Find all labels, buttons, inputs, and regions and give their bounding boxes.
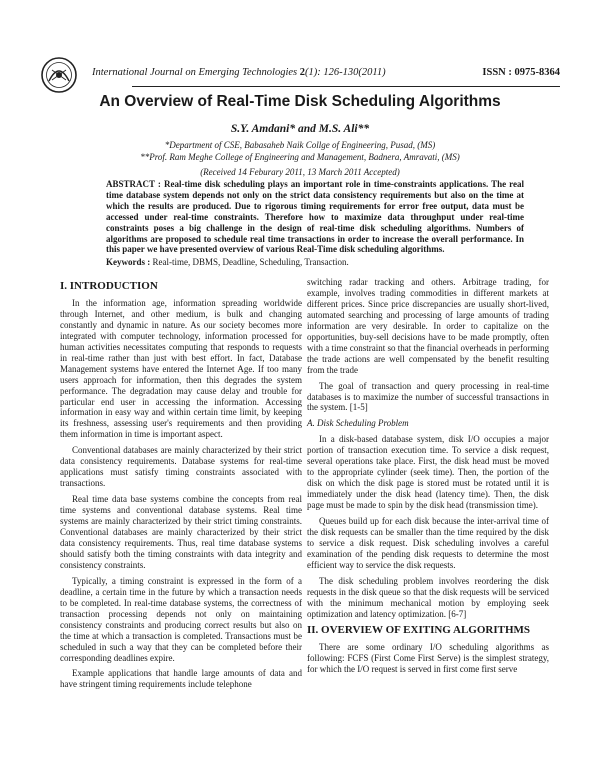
- paragraph: There are some ordinary I/O scheduling algorithms as following: FCFS (First Come First Serve) is the simplest strategy, for which the I/O request is served in first come first serve: [307, 641, 549, 674]
- right-column: [307, 277, 549, 679]
- paper-title: An Overview of Real-Time Disk Scheduling Algorithms: [99, 93, 501, 110]
- paragraph: Queues build up for each disk because the inter-arrival time of the disk requests can be smaller than the time required by the disk to service a disk request. Disk scheduling involves a careful examination of the pending disk requests to determine the most efficient way to service the disk requests.: [307, 516, 549, 570]
- journal-logo-icon: [40, 56, 78, 94]
- paragraph: The goal of transaction and query processing in real-time databases is to maximize the number of successful transactions in the system. [1-5]: [307, 380, 549, 413]
- journal-citation: International Journal on Emerging Technologies 2(1): 126-130(2011): [92, 67, 386, 78]
- received-dates: (Received 14 Feburary 2011, 13 March 2011 Accepted): [200, 167, 400, 177]
- subsection-heading-disk-scheduling: A. Disk Scheduling Problem: [307, 418, 409, 429]
- section-heading-overview: II. OVERVIEW OF EXITING ALGORITHMS: [307, 623, 531, 636]
- abstract: [106, 179, 524, 255]
- keywords-label: Keywords :: [106, 257, 151, 267]
- keywords-text: Real-time, DBMS, Deadline, Scheduling, Transaction.: [152, 257, 349, 267]
- paragraph: In the information age, information spreading worldwide through Internet, and other medium, is bulk and changing constantly and dynamic in nature. As our society becomes more integrated with computer technology, information processed for human activities necessitates computing that responds to requests in real-time rather than just with best effort. In fact, Database Management systems have entered the Internet Age. If too many users approach for information, then this degrades the system performance. The degradation may cause delay and trouble for particular end user in accessing the information. Accessing information in easy way and within certain time limit, by keeping its freshness, assessing user's requirements and then providing them information in time is important aspect.: [60, 297, 302, 440]
- authors: S.Y. Amdani* and M.S. Ali**: [230, 123, 370, 135]
- paragraph: switching radar tracking and others. Arbitrage trading, for example, involves trading commodities in different markets at different prices. Since price discrepancies are usually short-lived, automated searching and processing of large amounts of trading information are very desirable. In order to capitalize on the opportunities, buy-sell decisions have to be made promptly, often with a time constraint so that the financial overheads in performing the trade actions are well compensated by the benefit resulting from the trade: [307, 277, 549, 375]
- section-heading-introduction: I. INTRODUCTION: [60, 280, 158, 292]
- paragraph: The disk scheduling problem involves reordering the disk requests in the disk queue so that the disk requests will be serviced with the minimum mechanical motion by employing seek optimization and latency optimization. [6-7]: [307, 575, 549, 619]
- affiliation-1: *Department of CSE, Babasaheb Naik Collge of Engineering, Pusad, (MS): [164, 140, 436, 150]
- paragraph: Conventional databases are mainly characterized by their strict data consistency requirements. Database systems for real-time applications must satisfy timing constraints associated with transactions.: [60, 445, 302, 489]
- paragraph: Example applications that handle large amounts of data and have stringent timing requirements include telephone: [60, 668, 302, 690]
- header-rule: [132, 86, 560, 87]
- paragraph: Typically, a timing constraint is expressed in the form of a deadline, a certain time in the future by which a transaction needs to be completed. In real-time database systems, the correctness of transaction processing depends not only on maintaining consistency constraints and producing correct results but also on the time at which a transaction is completed. Transactions must be scheduled in such a way that they can be completed before their corresponding deadlines expire.: [60, 575, 302, 663]
- keywords: [106, 257, 524, 267]
- journal-header: [40, 56, 560, 96]
- left-column: [60, 278, 302, 695]
- paragraph: Real time data base systems combine the concepts from real time systems and conventional database systems. Real time systems are mainly characterized by their strict timing constraints. Conventional databases are mainly characterized by their strict data consistency requirements. Thus, real time database systems should satisfy both the timing constraints with data integrity and consistency constraints.: [60, 494, 302, 570]
- abstract-text: Real-time disk scheduling plays an important role in time-constraints applications. The real time database system depends not only on the strict data consistency requirements but also on the time at which the results are produced. Due to rigorous timing requirements for error free output, data must be accessed under real-time constraints. Therefore how to maximize data throughput under real-time constraints poses a big challenge in the design of real-time disk scheduling algorithms. Numbers of algorithms are proposed to schedule real time transactions in order to increase the overall performance. In this paper we have presented overview of various Real-Time disk scheduling algorithms.: [106, 179, 524, 255]
- paragraph: In a disk-based database system, disk I/O occupies a major portion of transaction execution time. To service a disk request, several operations take place. First, the disk head must be moved to the appropriate cylinder (seek time). Then, the portion of the disk on which the disk page is stored must be rotated until it is immediately under the disk head (latency time). Then, the disk page must be made to spin by the disk head (transmission time).: [307, 434, 549, 511]
- abstract-label: ABSTRACT :: [106, 179, 161, 189]
- issn: ISSN : 0975-8364: [482, 67, 560, 78]
- affiliation-2: **Prof. Ram Meghe College of Engineering and Management, Badnera, Amravati, (MS): [140, 152, 460, 162]
